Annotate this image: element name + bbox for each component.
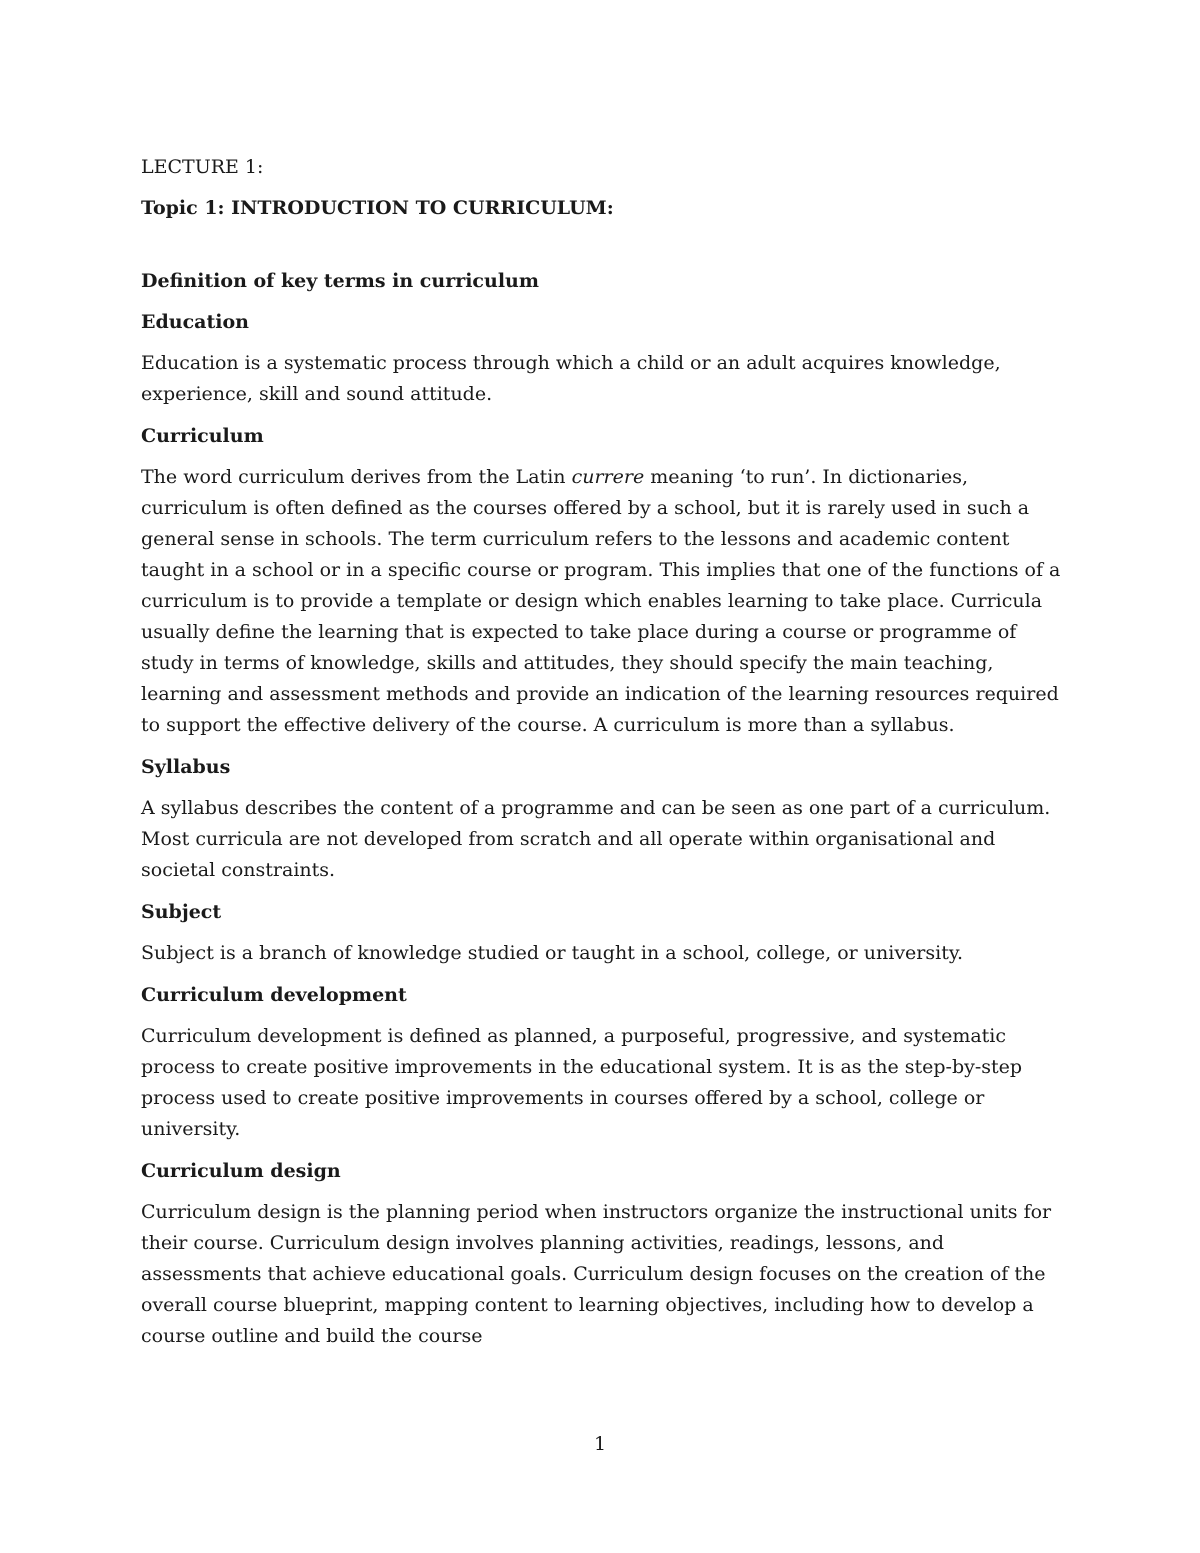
topic-title: Topic 1: INTRODUCTION TO CURRICULUM: [141,197,614,219]
education-definition: Education is a systematic process through which a child or an adult acquires knowledge, experience, skill and sound attitude. [141,352,1001,405]
section-heading: Definition of key terms in curriculum [141,270,539,292]
curriculum-heading: Curriculum [141,425,264,447]
curriculum-text-start: The word curriculum derives from the Latin [141,466,572,488]
curriculum-design-heading: Curriculum design [141,1160,341,1182]
subject-definition: Subject is a branch of knowledge studied or taught in a school, college, or university. [141,942,964,964]
syllabus-definition: A syllabus describes the content of a programme and can be seen as one part of a curriculum. Most curricula are not developed from scratch and all operate within organisational and societal constraints. [141,797,1051,881]
curriculum-development-heading: Curriculum development [141,984,407,1006]
page-content [141,152,1066,1363]
page-number: 1 [593,1433,607,1455]
subject-heading: Subject [141,901,222,923]
curriculum-definition [141,462,1066,741]
lecture-title: LECTURE 1: [141,156,264,178]
curriculum-latin-term: currere [571,466,645,488]
curriculum-text-rest: meaning ‘to run’. In dictionaries, curriculum is often defined as the courses offered by a school, but it is rarely used in such a general sense in schools. The term curriculum refers to the lessons and academic content taught in a school or in a specific course or program. This implies that one of the functions of a curriculum is to provide a template or design which enables learning to take place. Curricula usually define the learning that is expected to take place during a course or programme of study in terms of knowledge, skills and attitudes, they should specify the main teaching, learning and assessment methods and provide an indication of the learning resources required to support the effective delivery of the course. A curriculum is more than a syllabus. [141,466,1061,736]
curriculum-design-definition: Curriculum design is the planning period when instructors organize the instructional units for their course. Curriculum design involves planning activities, readings, lessons, and assessments that achieve educational goals. Curriculum design focuses on the creation of the overall course blueprint, mapping content to learning objectives, including how to develop a course outline and build the course [141,1201,1052,1347]
syllabus-heading: Syllabus [141,756,231,778]
education-heading: Education [141,311,249,333]
curriculum-development-definition: Curriculum development is defined as planned, a purposeful, progressive, and systematic process to create positive improvements in the educational system. It is as the step-by-step process used to create positive improvements in courses offered by a school, college or university. [141,1025,1023,1140]
